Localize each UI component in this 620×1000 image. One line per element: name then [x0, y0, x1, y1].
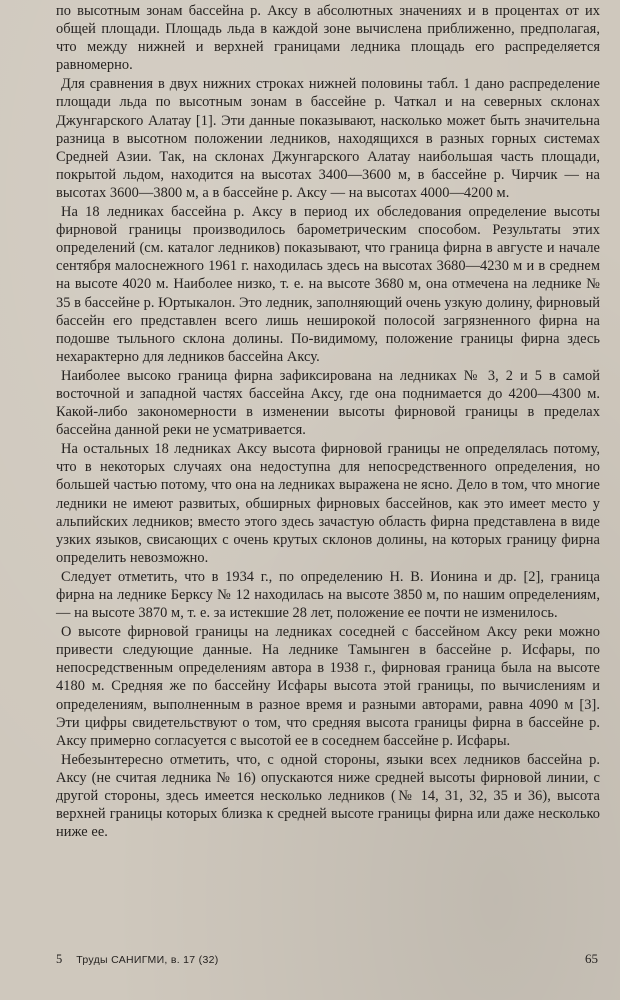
paragraph-undetermined-glaciers: На остальных 18 ледниках Аксу высота фирновой границы не определялась потому, что в некоторых случаях она недоступна для непосредственного определения, но большей частью потому, что она на ледниках выражена не ясно. Дело в том, что многие ледники не имеют развитых, обширных фирновых бассейнов, как это имеет место у альпийских ледников; вместо этого здесь зачастую область фирна представлена в виде узких языков, свисающих с очень крутых склонов долины, на которых границу фирна определить невозможно. — [56, 441, 600, 566]
paragraph-neighbouring-basin: О высоте фирновой границы на ледниках соседней с бассейном Аксу реки можно привести следующие данные. На леднике Тамынген в бассейне р. Исфары, по непосредственным определениям автора в 1938 г., фирновая граница была на высоте 4180 м. Средняя же по бассейну Исфары высота этой границы, по вычислениям и определениям, выполненным в разное время и разными авторами, равна 4090 м [3]. Эти цифры свидетельствуют о том, что средняя высота границы фирна в бассейне р. Аксу примерно согласуется с высотой ее в соседнем бассейне р. Исфары. — [56, 624, 600, 749]
paragraph-firn-line-measurements: На 18 ледниках бассейна р. Аксу в период их обследования определение высоты фирновой границы производилось барометрическим способом. Результаты этих определений (см. каталог ледников) показывают, что граница фирна в августе и начале сентября малоснежного 1961 г. находилась здесь на высотах 3680—4230 м и в среднем на высоте 4020 м. Наиболее низко, т. е. на высоте 3680 м, она отмечена на леднике № 35 в бассейне р. Юртыкалон. Это ледник, заполняющий очень узкую долину, фирновый бассейн его представлен всего лишь неширокой полосой загрязненного фирна на подошве тыльного склона долины. По-видимому, положение границы фирна здесь нехарактерно для ледников бассейна Аксу. — [56, 204, 600, 365]
footer-left — [56, 952, 219, 967]
paragraph-glacier-tongues: Небезынтересно отметить, что, с одной стороны, языки всех ледников бассейна р. Аксу (не считая ледника № 16) опускаются ниже средней высоты фирновой линии, с другой стороны, здесь имеется несколько ледников (№ 14, 31, 32, 35 и 36), высота верхней границы которых близка к средней высоте границы фирна или даже несколько ниже ее. — [56, 751, 600, 841]
paragraph-comparison: Для сравнения в двух нижних строках нижней половины табл. 1 дано распределение площади льда по высотным зонам в бассейне р. Чаткал и на северных склонах Джунгарского Алатау [1]. Эти данные показывают, насколько может быть значительна разница в высотном положении ледников, находящихся в разных горных системах Средней Азии. Так, на склонах Джунгарского Алатау наибольшая часть площади, покрытой льдом, находится на высотах 3400—3600 м, в бассейне р. Чирчик — на высотах 3600—3800 м, а в бассейне р. Аксу — на высотах 4000—4200 м. — [56, 76, 600, 201]
paragraph-highest-firn-line: Наиболее высоко граница фирна зафиксирована на ледниках № 3, 2 и 5 в самой восточной и западной частях бассейна Аксу, где она поднимается до 4200—4300 м. Какой-либо закономерности в изменении высоты фирновой границы в пределах бассейна данной реки не усматривается. — [56, 367, 600, 439]
document-page — [56, 2, 600, 996]
paragraph-berksu-glacier: Следует отметить, что в 1934 г., по определению Н. В. Ионина и др. [2], граница фирна на леднике Берксу № 12 находилась на высоте 3850 м, по нашим определениям, — на высоте 3870 м, т. е. за истекшие 28 лет, положение ее почти не изменилось. — [56, 568, 600, 622]
page-number: 65 — [585, 951, 598, 966]
printer-signature-mark: 5 — [56, 952, 63, 966]
body-text — [56, 2, 600, 841]
page-footer — [56, 951, 600, 971]
running-title: Труды САНИГМИ, в. 17 (32) — [76, 954, 219, 966]
paragraph-continuation: по высотным зонам бассейна р. Аксу в абсолютных значениях и в процентах от их общей площади. Площадь льда в каждой зоне вычислена приближенно, предполагая, что между нижней и верхней границами ледника площадь его распределяется равномерно. — [56, 3, 600, 74]
